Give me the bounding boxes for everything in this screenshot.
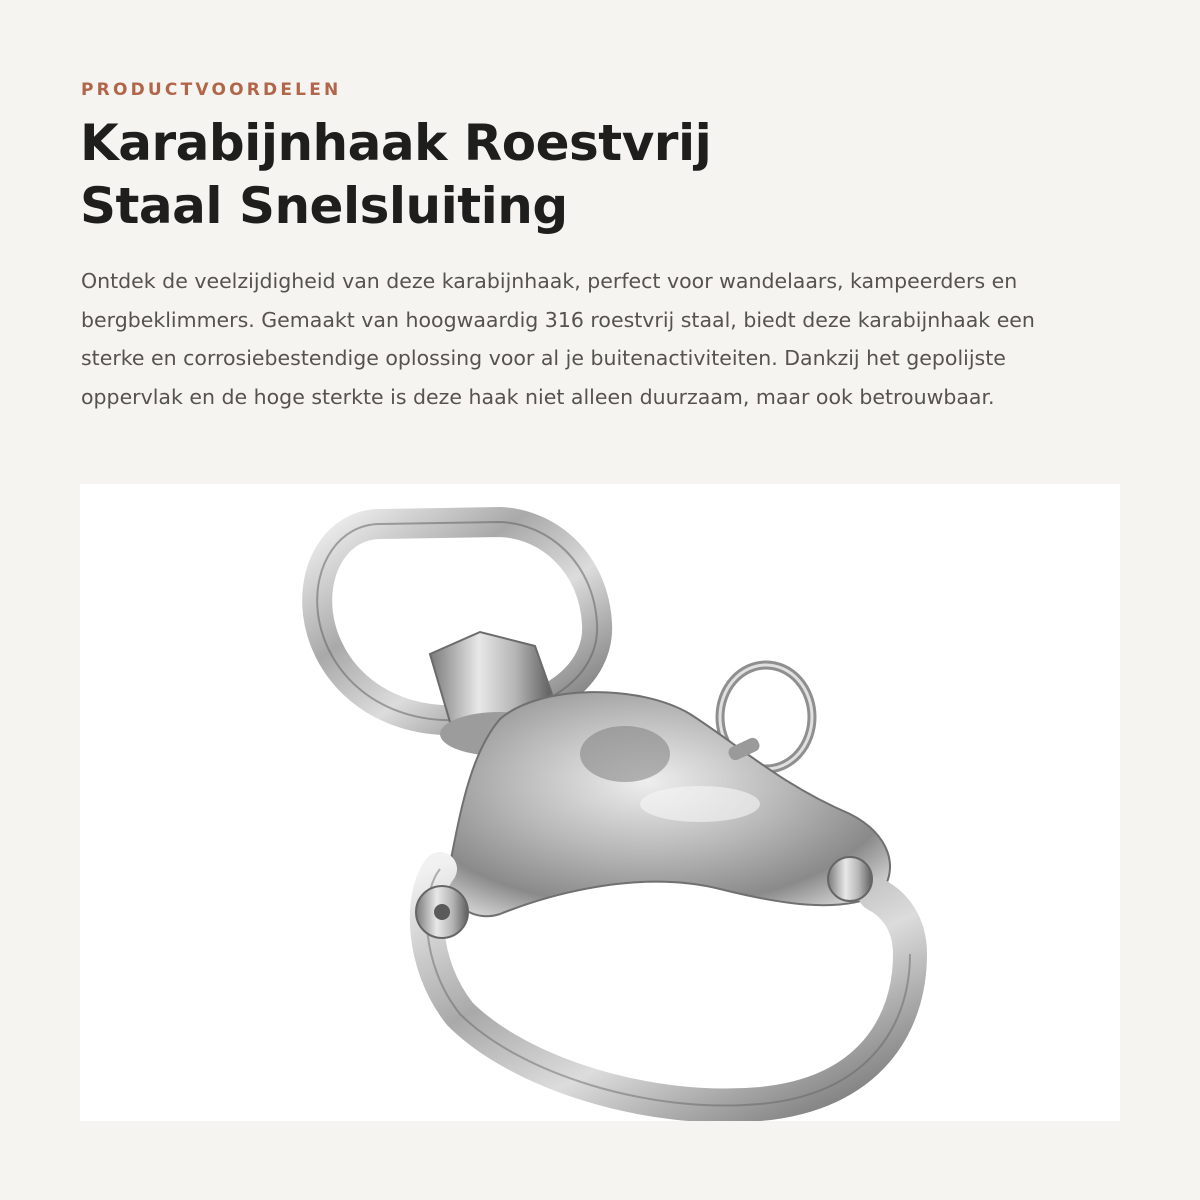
product-image [80, 484, 1120, 1121]
product-title-line-1: Karabijnhaak Roestvrij [80, 114, 712, 172]
product-title [80, 112, 1080, 238]
section-eyebrow: PRODUCTVOORDELEN [81, 80, 342, 100]
product-description: Ontdek de veelzijdigheid van deze karabijnhaak, perfect voor wandelaars, kampeerders en bergbeklimmers. Gemaakt van hoogwaardig 316 roestvrij staal, biedt deze karabijnhaak een sterke en corrosiebestendige oplossing voor al je buitenactiviteiten. Dankzij het gepolijste oppervlak en de hoge sterkte is deze haak niet alleen duurzaam, maar ook betrouwbaar. [81, 269, 1035, 409]
product-title-line-2: Staal Snelsluiting [80, 177, 568, 235]
shackle-body [448, 692, 890, 916]
snap-shackle-icon [80, 484, 1120, 1121]
